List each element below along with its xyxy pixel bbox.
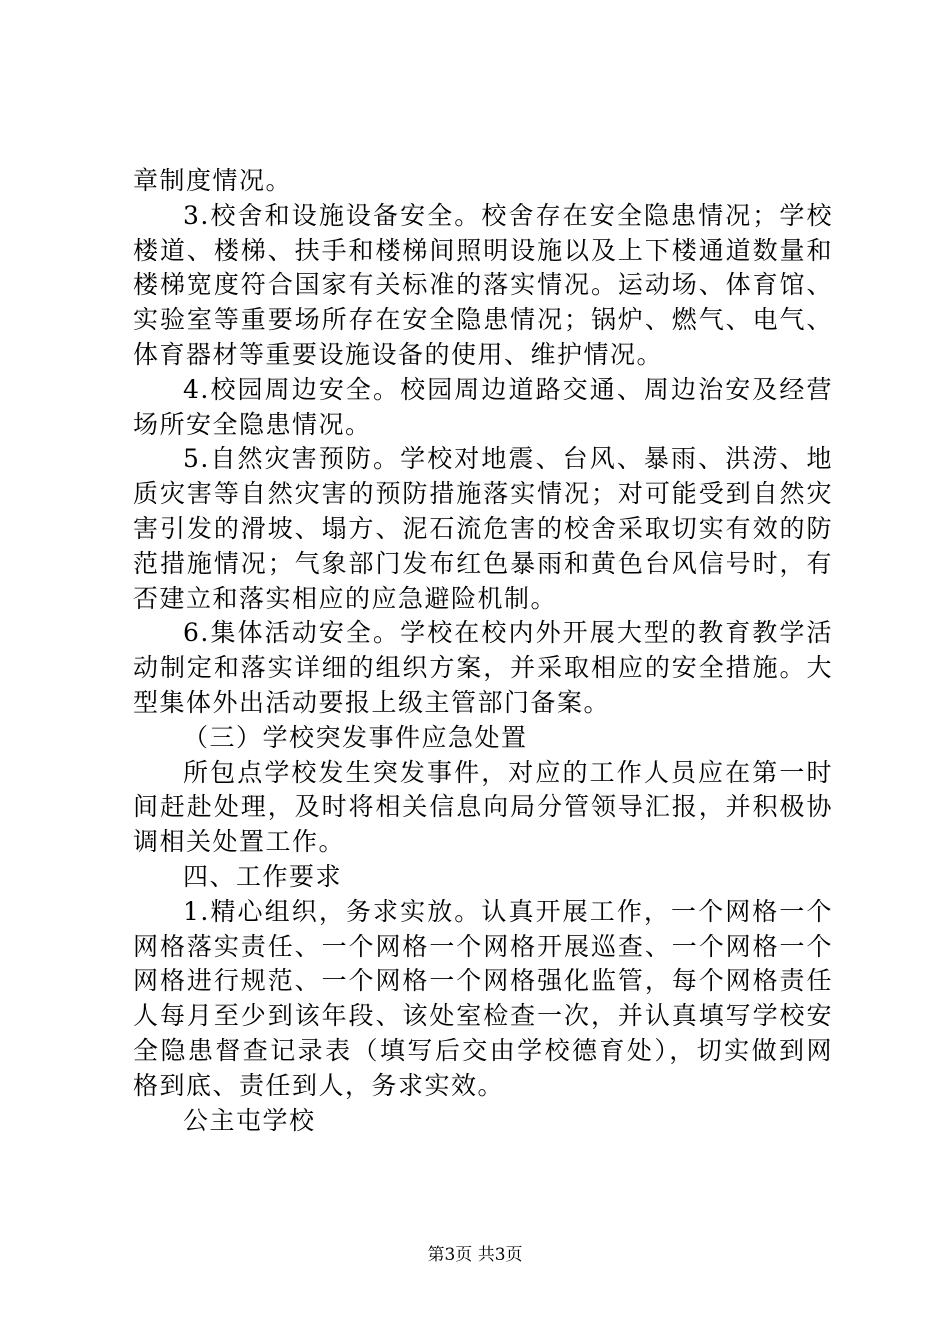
paragraph-group-activity: 6.集体活动安全。学校在校内外开展大型的教育教学活动制定和落实详细的组织方案，并采取相应的安全措施。大型集体外出活动要报上级主管部门备案。: [133, 618, 833, 717]
signature-school-name: 公主屯学校: [183, 1105, 316, 1135]
paragraph-continuation: 章制度情况。: [133, 166, 293, 195]
paragraph-campus-surroundings: 4.校园周边安全。校园周边道路交通、周边治安及经营场所安全隐患情况。: [133, 374, 833, 439]
paragraph-organization: 1.精心组织，务求实放。认真开展工作，一个网格一个网格落实责任、一个网格一个网格开展巡查、一个网格一个网格进行规范、一个网格一个网格强化监管，每个网格责任人每月至少到该年段、该处室检查一次，并认真填写学校安全隐患督查记录表（填写后交由学校德育处），切实做到网格到底、责任到人，务求实效。: [133, 896, 833, 1100]
section-heading-requirements: 四、工作要求: [183, 861, 343, 891]
page-number: 第3页 共3页: [427, 1245, 523, 1265]
paragraph-facility-safety: 3.校舍和设施设备安全。校舍存在安全隐患情况；学校楼道、楼梯、扶手和楼梯间照明设施以及上下楼通道数量和楼梯宽度符合国家有关标准的落实情况。运动场、体育馆、实验室等重要场所存在安全隐患情况；锅炉、燃气、电气、体育器材等重要设施设备的使用、维护情况。: [133, 200, 833, 369]
paragraph-emergency-handling: 所包点学校发生突发事件，对应的工作人员应在第一时间赶赴处理，及时将相关信息向局分管领导汇报，并积极协调相关处置工作。: [133, 757, 833, 857]
section-heading-emergency: （三）学校突发事件应急处置: [183, 722, 528, 752]
paragraph-natural-disaster: 5.自然灾害预防。学校对地震、台风、暴雨、洪涝、地质灾害等自然灾害的预防措施落实情况；对可能受到自然灾害引发的滑坡、塌方、泥石流危害的校舍采取切实有效的防范措施情况；气象部门发布红色暴雨和黄色台风信号时，有否建立和落实相应的应急避险机制。: [133, 444, 833, 613]
page-footer: [0, 1243, 950, 1267]
document-body: [133, 164, 833, 1138]
